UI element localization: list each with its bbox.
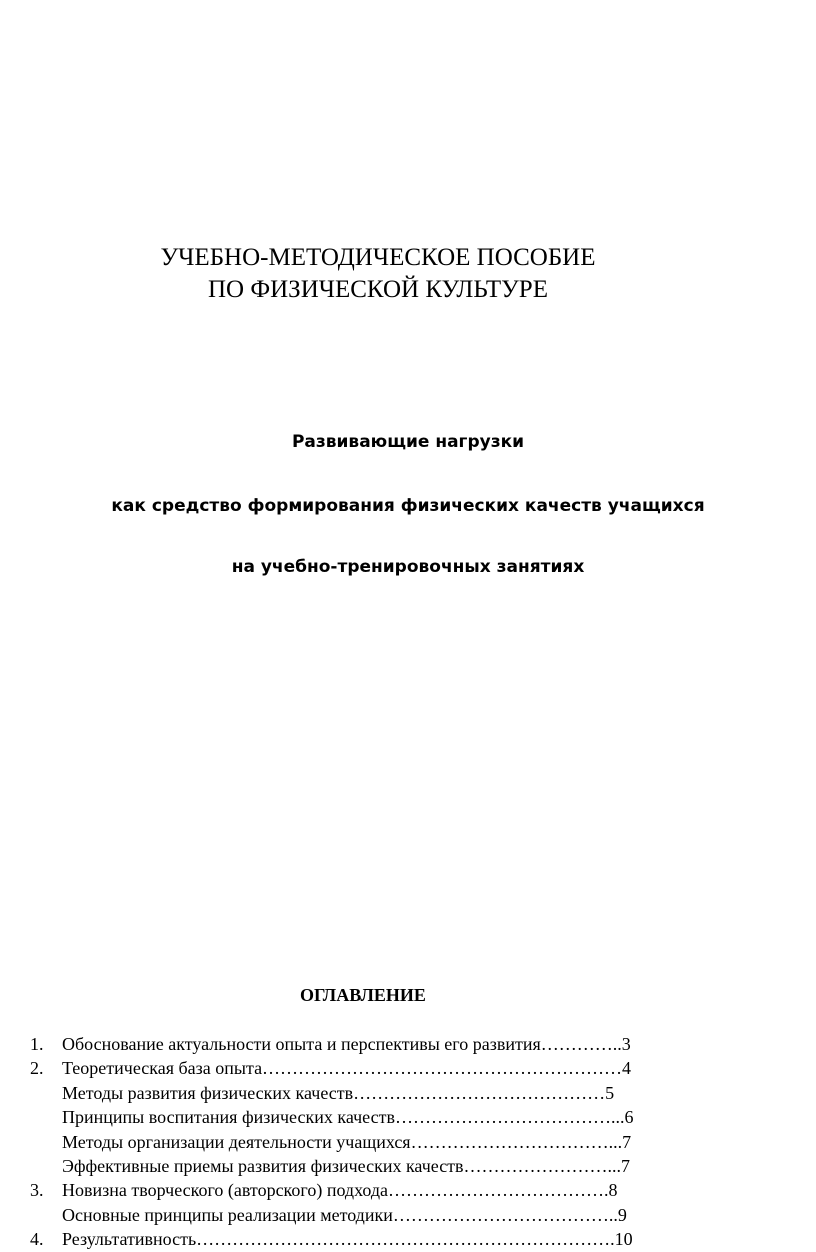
subtitle-line-3: на учебно-тренировочных занятиях [231, 557, 585, 577]
toc-item-text: Методы организации деятельности учащихся……………………………...7 [62, 1131, 632, 1152]
toc-item-text: Обоснование актуальности опыта и перспективы его развития…………..3 [62, 1034, 631, 1054]
toc-item-number: 1. [30, 1034, 44, 1054]
toc-item-text: Новизна творческого (авторского) подхода……………………………….8 [62, 1180, 618, 1201]
subtitle-line-1: Развивающие нагрузки [291, 432, 525, 452]
toc-item-text: Результативность…………………………………………………………….10 [62, 1229, 633, 1250]
toc-heading: ОГЛАВЛЕНИЕ [300, 985, 426, 1005]
toc-item-text: Теоретическая база опыта……………………………………………………4 [62, 1058, 632, 1079]
table-of-contents [30, 1032, 730, 1252]
subtitle-line-2: как средство формирования физических качеств учащихся [111, 496, 705, 516]
toc-item [30, 1203, 730, 1227]
title-line-1: УЧЕБНО-МЕТОДИЧЕСКОЕ ПОСОБИЕ [160, 244, 596, 271]
toc-item-number: 2. [30, 1058, 44, 1079]
toc-item [30, 1178, 730, 1202]
document-title [0, 242, 756, 306]
toc-item [30, 1130, 730, 1154]
toc-item [30, 1056, 730, 1080]
toc-item-number: 3. [30, 1180, 44, 1201]
toc-item-text: Эффективные приемы развития физических качеств……………………...7 [62, 1155, 631, 1176]
toc-item [30, 1105, 730, 1129]
toc-item-text: Методы развития физических качеств……………………………………5 [62, 1082, 615, 1103]
title-line-2: ПО ФИЗИЧЕСКОЙ КУЛЬТУРЕ [208, 276, 548, 303]
toc-item [30, 1032, 730, 1056]
toc-item-number: 4. [30, 1229, 44, 1250]
toc-item-text: Основные принципы реализации методики………………………………..9 [62, 1204, 627, 1225]
toc-item [30, 1154, 730, 1178]
toc-item [30, 1081, 730, 1105]
toc-item-text: Принципы воспитания физических качеств………………………………...6 [62, 1107, 634, 1128]
toc-item [30, 1227, 730, 1251]
